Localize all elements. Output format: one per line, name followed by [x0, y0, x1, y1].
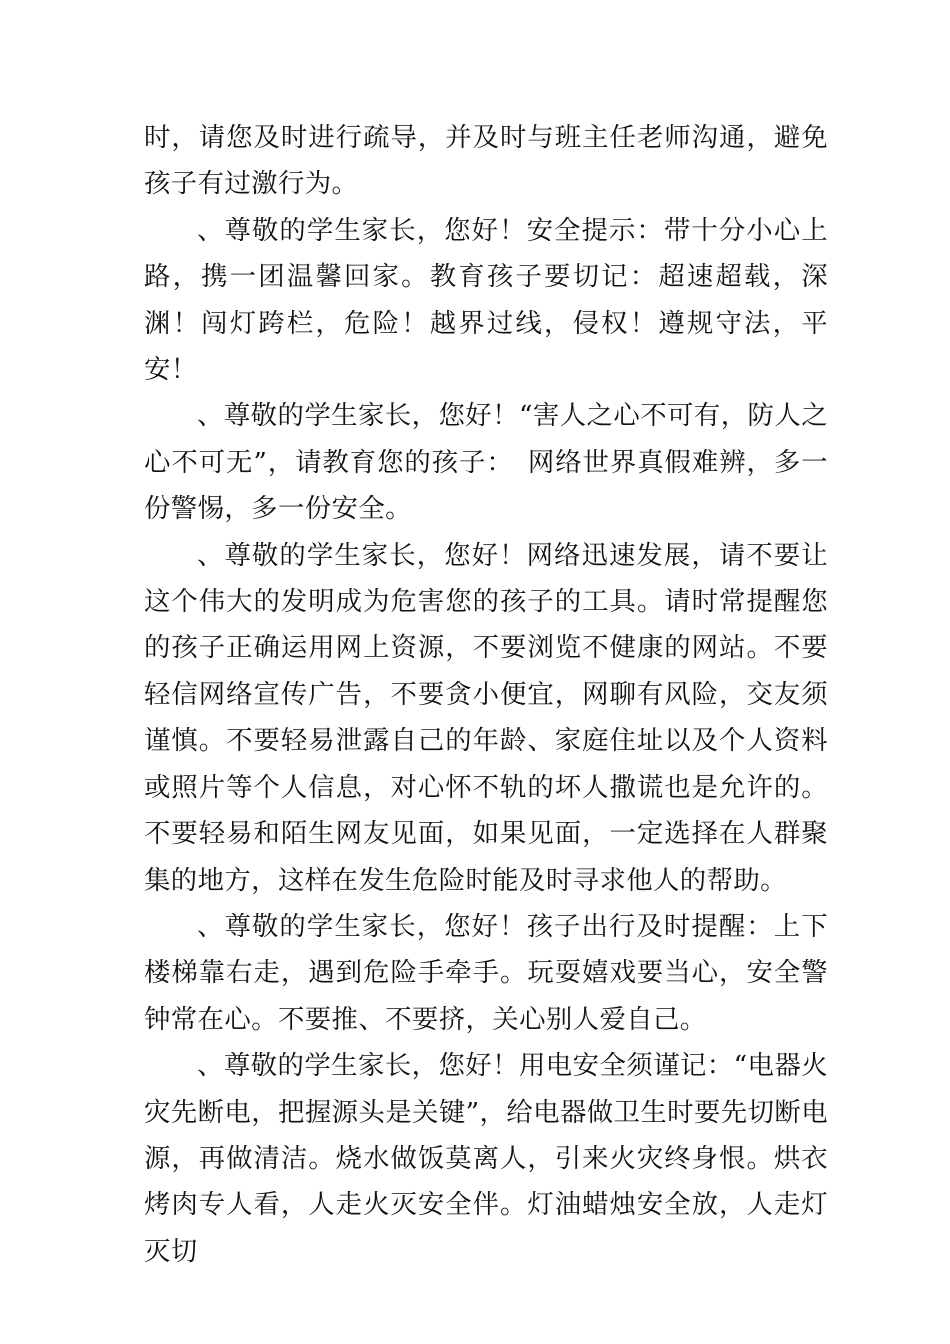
paragraph-electric-safety: 、尊敬的学生家长，您好！用电安全须谨记：“电器火灾先断电，把握源头是关键”，给电器做卫生时要先切断电源，再做清洁。烧水做饭莫离人，引来火灾终身恨。烘衣烤肉专人看，人走火灭安全伴。灯油蜡烛安全放，人走灯灭切	[144, 1050, 828, 1267]
paragraph-stairs-safety: 、尊敬的学生家长，您好！孩子出行及时提醒：上下楼梯靠右走，遇到危险手牵手。玩耍嬉戏要当心，安全警钟常在心。不要推、不要挤，关心别人爱自己。	[144, 910, 828, 1035]
document-body	[144, 115, 828, 1275]
paragraph-internet-safety: 、尊敬的学生家长，您好！网络迅速发展，请不要让这个伟大的发明成为危害您的孩子的工具。请时常提醒您的孩子正确运用网上资源，不要浏览不健康的网站。不要轻信网络宣传广告，不要贪小便宜，网聊有风险，交友须谨慎。不要轻易泄露自己的年龄、家庭住址以及个人资料或照片等个人信息，对心怀不轨的坏人撒谎也是允许的。不要轻易和陌生网友见面，如果见面，一定选择在人群聚集的地方，这样在发生危险时能及时寻求他人的帮助。	[144, 539, 828, 896]
paragraph-caution: 、尊敬的学生家长，您好！“害人之心不可有，防人之心不可无”，请教育您的孩子： 网络世界真假难辨，多一份警惕，多一份安全。	[144, 400, 828, 525]
paragraph-continuation: 时，请您及时进行疏导，并及时与班主任老师沟通，避免孩子有过激行为。	[144, 122, 828, 200]
paragraph-traffic-safety: 、尊敬的学生家长，您好！安全提示：带十分小心上路，携一团温馨回家。教育孩子要切记：超速超载，深渊！闯灯跨栏，危险！越界过线，侵权！遵规守法，平安！	[144, 214, 828, 386]
